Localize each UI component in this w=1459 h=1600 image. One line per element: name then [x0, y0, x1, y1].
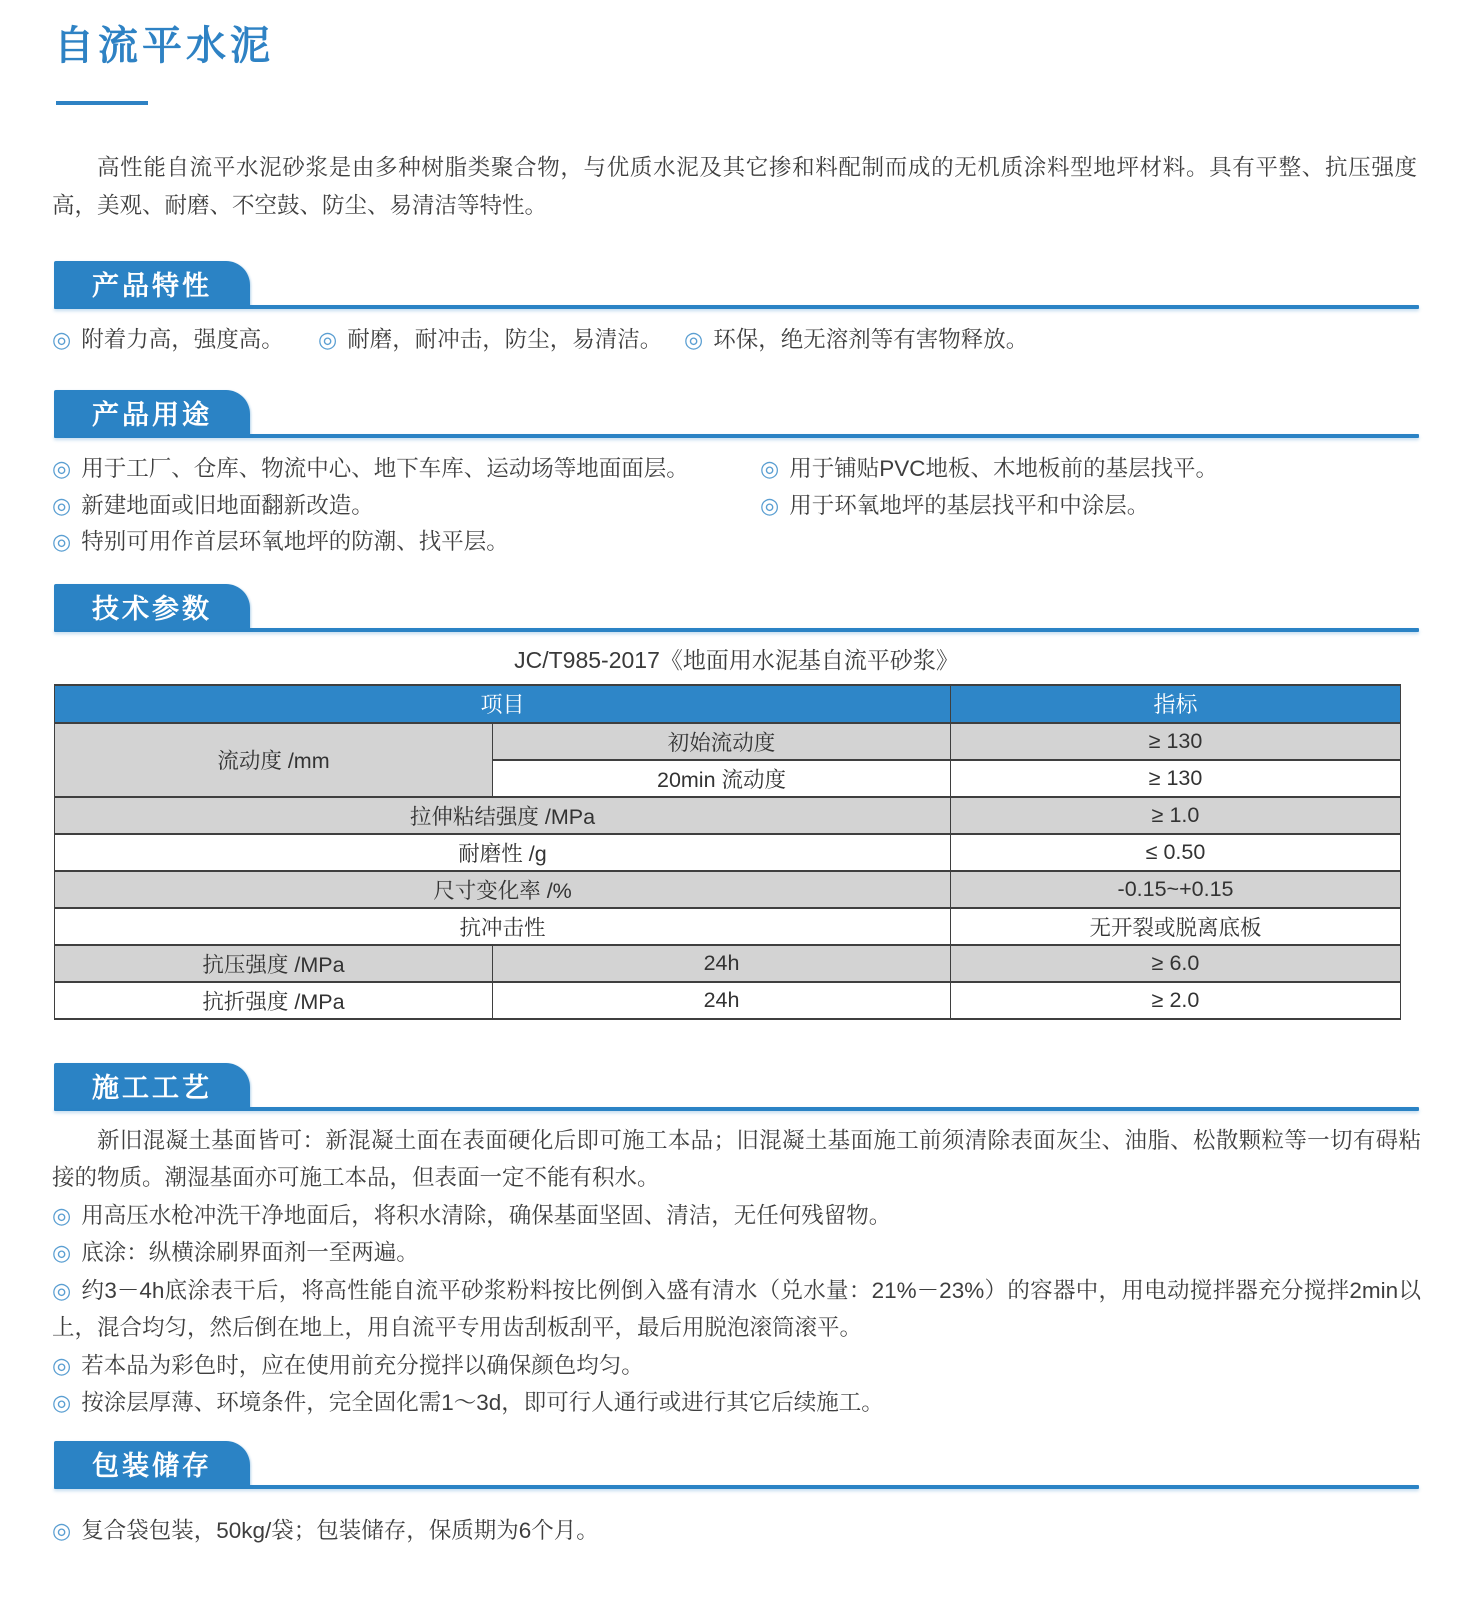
section-rule	[54, 305, 1419, 309]
list-item	[52, 488, 760, 525]
table-row	[55, 723, 1401, 760]
section-heading-process: 施工工艺	[54, 1063, 250, 1108]
list-item	[52, 1234, 1421, 1272]
table-caption: JC/T985-2017《地面用水泥基自流平砂浆》	[514, 646, 959, 673]
table-cell: 初始流动度	[493, 723, 951, 760]
process-paragraph: 新旧混凝土基面皆可：新混凝土面在表面硬化后即可施工本品；旧混凝土基面施工前须清除表面灰尘、油脂、松散颗粒等一切有碍粘接的物质。潮湿基面亦可施工本品，但表面一定不能有积水。	[52, 1127, 1421, 1190]
table-cell: 耐磨性 /g	[55, 834, 951, 871]
list-item	[52, 325, 318, 355]
tech-spec-table	[54, 684, 1401, 1020]
section-head-uses	[52, 390, 1421, 438]
table-header-item: 项目	[55, 685, 951, 723]
table-row	[55, 982, 1401, 1019]
bullseye-bullet-icon: ◎	[760, 492, 780, 518]
table-cell: 24h	[493, 945, 951, 982]
bullseye-bullet-icon: ◎	[52, 1517, 72, 1543]
list-item	[52, 1347, 1421, 1385]
table-row	[55, 871, 1401, 908]
uses-list	[52, 451, 1421, 561]
table-cell: ≥ 1.0	[951, 797, 1401, 834]
list-item	[52, 451, 760, 488]
use-text: 用于环氧地坪的基层找平和中涂层。	[789, 492, 1150, 518]
table-cell: ≥ 130	[951, 760, 1401, 797]
bullseye-bullet-icon: ◎	[52, 456, 72, 481]
section-rule	[54, 1107, 1419, 1111]
table-row	[55, 945, 1401, 982]
list-item	[760, 488, 1421, 525]
uses-right-column	[760, 451, 1421, 561]
use-text: 特别可用作首层环氧地坪的防潮、找平层。	[81, 529, 509, 554]
table-header-row	[55, 685, 1401, 723]
use-text: 新建地面或旧地面翻新改造。	[81, 492, 374, 518]
list-item	[52, 1516, 1421, 1546]
table-cell: 尺寸变化率 /%	[55, 871, 951, 908]
section-head-packaging	[52, 1441, 1421, 1489]
table-cell: 无开裂或脱离底板	[951, 908, 1401, 945]
section-heading-packaging: 包装储存	[54, 1441, 250, 1486]
bullseye-bullet-icon: ◎	[760, 456, 780, 481]
section-rule	[54, 1485, 1419, 1489]
table-cell: 24h	[493, 982, 951, 1019]
process-step-text: 用高压水枪冲洗干净地面后，将积水清除，确保基面坚固、清洁，无任何残留物。	[81, 1202, 892, 1228]
feature-text: 耐磨，耐冲击，防尘，易清洁。	[347, 327, 663, 352]
use-text: 用于工厂、仓库、物流中心、地下车库、运动场等地面面层。	[81, 456, 689, 481]
section-head-features	[52, 261, 1421, 309]
section-head-process	[52, 1063, 1421, 1111]
table-cell: -0.15~+0.15	[951, 871, 1401, 908]
section-heading-tech: 技术参数	[54, 584, 250, 629]
process-step-text: 底涂：纵横涂刷界面剂一至两遍。	[81, 1240, 419, 1265]
feature-text: 环保，绝无溶剂等有害物释放。	[713, 327, 1029, 352]
bullseye-bullet-icon: ◎	[684, 327, 704, 352]
list-item	[52, 1272, 1421, 1347]
packaging-text: 复合袋包装，50kg/袋；包装储存，保质期为6个月。	[81, 1517, 599, 1543]
bullseye-bullet-icon: ◎	[52, 327, 72, 352]
table-cell: ≥ 2.0	[951, 982, 1401, 1019]
bullseye-bullet-icon: ◎	[318, 327, 338, 352]
title-underline	[56, 101, 148, 105]
page-title: 自流平水泥	[54, 24, 274, 68]
feature-text: 附着力高，强度高。	[81, 327, 284, 352]
intro-paragraph: 高性能自流平水泥砂浆是由多种树脂类聚合物，与优质水泥及其它掺和料配制而成的无机质涂料型地坪材料。具有平整、抗压强度高，美观、耐磨、不空鼓、防尘、易清洁等特性。	[52, 155, 1417, 218]
table-cell: ≤ 0.50	[951, 834, 1401, 871]
table-row	[55, 908, 1401, 945]
list-item	[318, 325, 684, 355]
list-item	[760, 451, 1421, 488]
section-rule	[54, 628, 1419, 632]
table-cell: 抗压强度 /MPa	[55, 945, 493, 982]
use-text: 用于铺贴PVC地板、木地板前的基层找平。	[789, 456, 1218, 481]
bullseye-bullet-icon: ◎	[52, 1202, 72, 1228]
process-step-text: 若本品为彩色时，应在使用前充分搅拌以确保颜色均匀。	[81, 1352, 644, 1378]
table-cell: 20min 流动度	[493, 760, 951, 797]
bullseye-bullet-icon: ◎	[52, 1390, 72, 1415]
bullseye-bullet-icon: ◎	[52, 529, 72, 554]
process-body	[52, 1122, 1421, 1422]
table-row	[55, 797, 1401, 834]
section-heading-uses: 产品用途	[54, 390, 250, 435]
bullseye-bullet-icon: ◎	[52, 1277, 72, 1303]
list-item	[52, 1197, 1421, 1235]
section-heading-features: 产品特性	[54, 261, 250, 306]
table-cell: ≥ 6.0	[951, 945, 1401, 982]
uses-left-column	[52, 451, 760, 561]
bullseye-bullet-icon: ◎	[52, 492, 72, 518]
table-header-index: 指标	[951, 685, 1401, 723]
section-head-tech	[52, 584, 1421, 632]
bullseye-bullet-icon: ◎	[52, 1240, 72, 1265]
section-rule	[54, 434, 1419, 438]
table-row	[55, 834, 1401, 871]
table-cell: 流动度 /mm	[55, 723, 493, 797]
process-step-text: 按涂层厚薄、环境条件，完全固化需1～3d，即可行人通行或进行其它后续施工。	[81, 1390, 884, 1415]
list-item	[52, 1384, 1421, 1422]
table-cell: 抗冲击性	[55, 908, 951, 945]
table-cell: ≥ 130	[951, 723, 1401, 760]
list-item	[52, 524, 760, 561]
list-item	[684, 325, 1028, 355]
process-step-text: 约3－4h底涂表干后，将高性能自流平砂浆粉料按比例倒入盛有清水（兑水量：21%－23%）的容器中，用电动搅拌器充分搅拌2min以上，混合均匀，然后倒在地上，用自流平专用齿刮板刮平，最后用脱泡滚筒滚平。	[52, 1277, 1421, 1340]
features-list	[52, 325, 1421, 355]
table-cell: 拉伸粘结强度 /MPa	[55, 797, 951, 834]
table-cell: 抗折强度 /MPa	[55, 982, 493, 1019]
bullseye-bullet-icon: ◎	[52, 1352, 72, 1378]
